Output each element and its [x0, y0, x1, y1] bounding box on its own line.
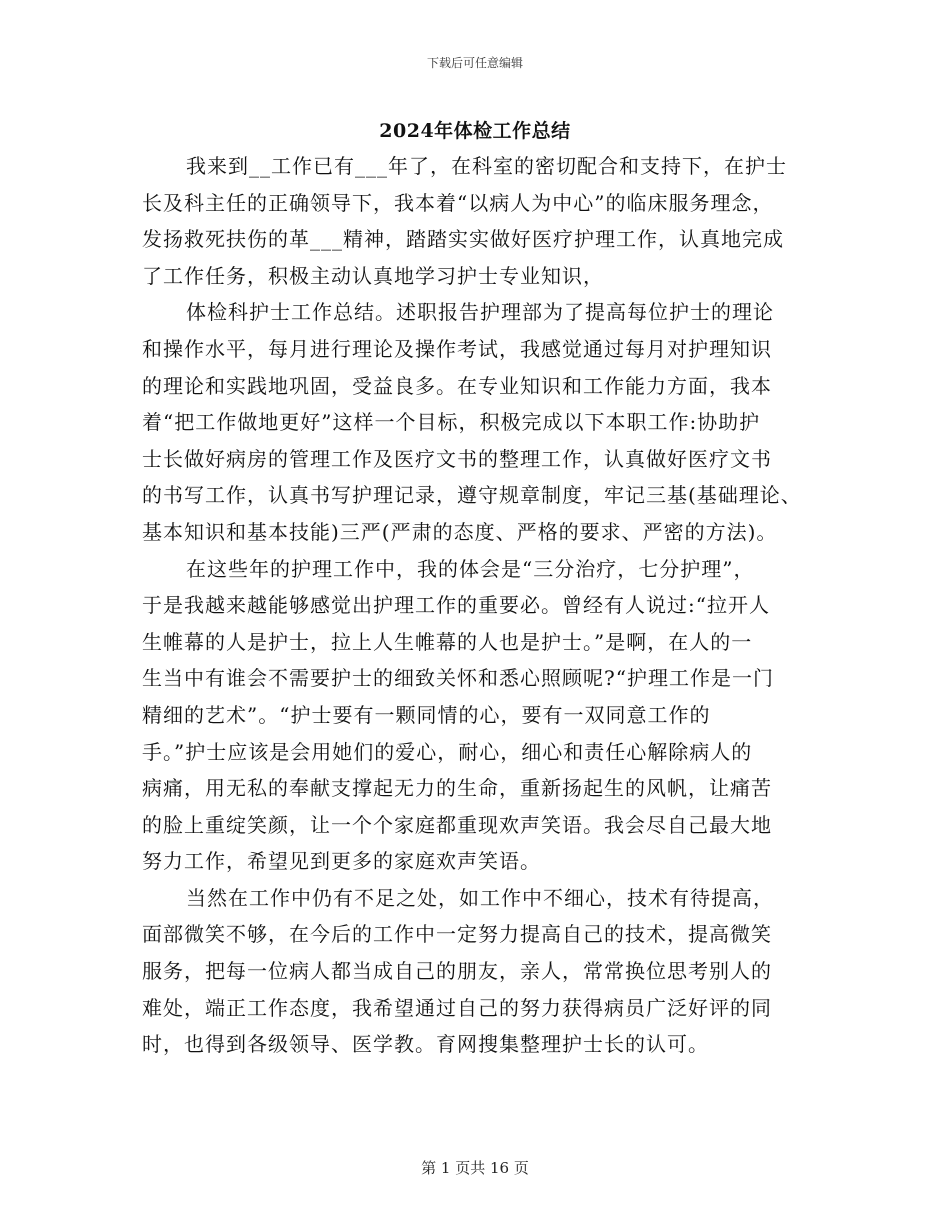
text-line: 努力工作，希望见到更多的家庭欢声笑语。	[142, 849, 541, 874]
text-line: 的脸上重绽笑颜，让一个个家庭都重现欢声笑语。我会尽自己最大地	[142, 812, 772, 837]
paragraph-4	[142, 880, 807, 1063]
text-line: 士长做好病房的管理工作及医疗文书的整理工作，认真做好医疗文书	[142, 446, 772, 471]
text-line: 病痛，用无私的奉献支撑起无力的生命，重新扬起生的风帆，让痛苦	[142, 776, 772, 801]
text-line: 的理论和实践地巩固，受益良多。在专业知识和工作能力方面，我本	[142, 373, 772, 398]
text-line: 和操作水平，每月进行理论及操作考试，我感觉通过每月对护理知识	[142, 336, 772, 361]
page-footer: 第 1 页共 16 页	[421, 1159, 529, 1177]
paragraph-1	[142, 148, 807, 294]
text-line: 在这些年的护理工作中，我的体会是“三分治疗，七分护理”，	[186, 556, 755, 581]
text-line: 时，也得到各级领导、医学教。育网搜集整理护士长的认可。	[142, 1032, 709, 1057]
document-title: 2024年体检工作总结	[379, 120, 571, 142]
text-line: 基本知识和基本技能)三严(严肃的态度、严格的要求、严密的方法)。	[142, 519, 778, 544]
text-line: 长及科主任的正确领导下，我本着“以病人为中心”的临床服务理念，	[142, 190, 774, 215]
text-line: 体检科护士工作总结。述职报告护理部为了提高每位护士的理论	[186, 300, 774, 325]
document-body	[142, 148, 807, 1063]
text-line: 生帷幕的人是护士，拉上人生帷幕的人也是护士。”是啊，在人的一	[142, 629, 753, 654]
text-line: 发扬救死扶伤的革___精神，踏踏实实做好医疗护理工作，认真地完成	[142, 227, 784, 252]
text-line: 生当中有谁会不需要护士的细致关怀和悉心照顾呢?“护理工作是一门	[142, 666, 774, 691]
text-line: 服务，把每一位病人都当成自己的朋友，亲人，常常换位思考别人的	[142, 959, 772, 984]
text-line: 面部微笑不够，在今后的工作中一定努力提高自己的技术，提高微笑	[142, 922, 772, 947]
text-line: 我来到__工作已有___年了，在科室的密切配合和支持下，在护士	[186, 154, 787, 178]
text-line: 手。”护士应该是会用她们的爱心，耐心，细心和责任心解除病人的	[142, 739, 753, 764]
text-line: 的书写工作，认真书写护理记录，遵守规章制度，牢记三基(基础理论、	[142, 483, 802, 508]
paragraph-2	[142, 294, 807, 550]
text-line: 精细的艺术”。“护士要有一颗同情的心，要有一双同意工作的	[142, 702, 711, 727]
text-line: 难处，端正工作态度，我希望通过自己的努力获得病员广泛好评的同	[142, 995, 772, 1020]
text-line: 于是我越来越能够感觉出护理工作的重要必。曾经有人说过:“拉开人	[142, 593, 770, 618]
paragraph-3	[142, 551, 807, 880]
text-line: 了工作任务，积极主动认真地学习护士专业知识，	[142, 263, 604, 288]
header-note: 下载后可任意编辑	[426, 56, 523, 70]
text-line: 着“把工作做地更好”这样一个目标，积极完成以下本职工作:协助护	[142, 410, 761, 435]
text-line: 当然在工作中仍有不足之处，如工作中不细心，技术有待提高，	[186, 885, 774, 910]
